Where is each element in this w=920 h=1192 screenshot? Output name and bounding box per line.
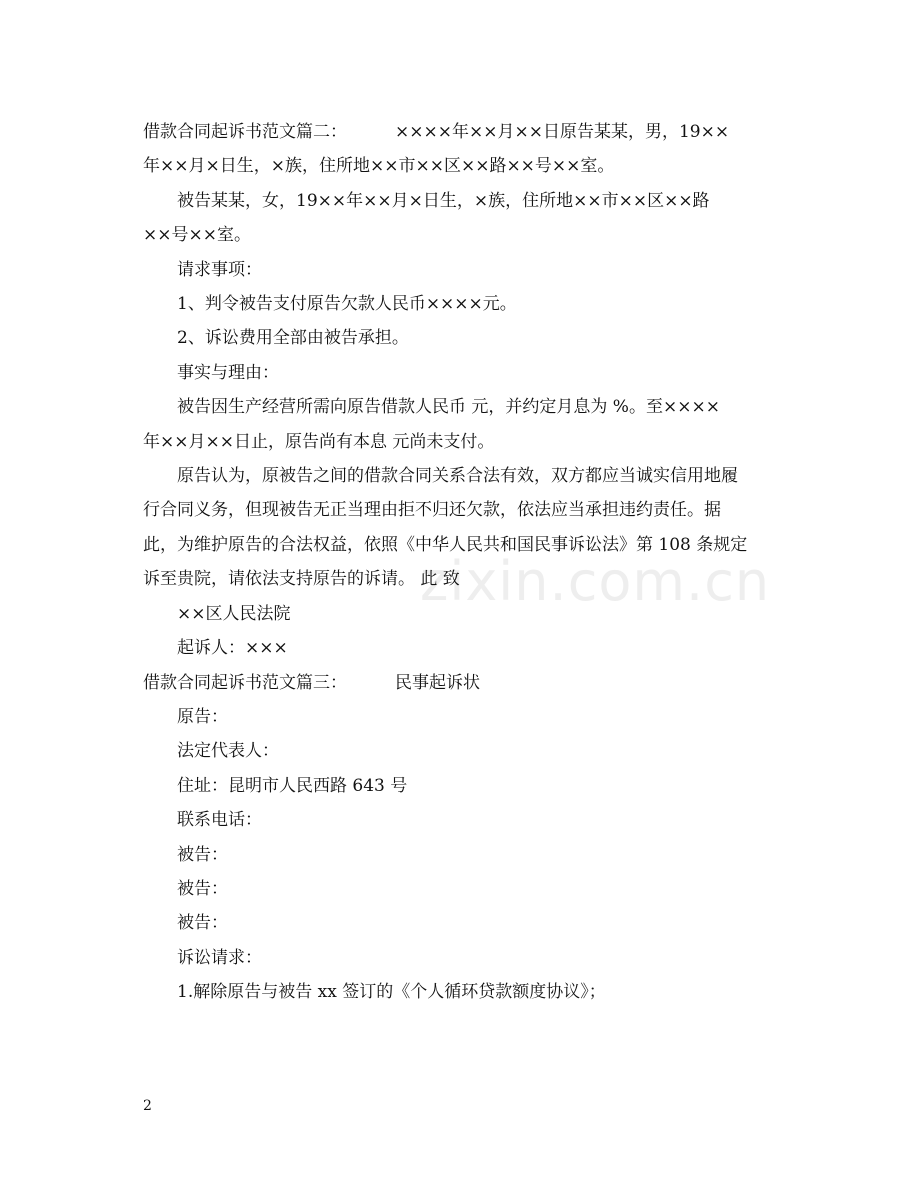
page-number: 2 [143,1098,152,1114]
paragraph-line: 1、判令被告支付原告欠款人民币××××元。 [177,294,517,315]
paragraph-line: 住址：昆明市人民西路 643 号 [177,775,408,796]
paragraph-line: ××区人民法院 [177,603,291,624]
paragraph-line [143,115,783,149]
paragraph-line: 被告因生产经营所需向原告借款人民币 元，并约定月息为 %。至×××× [177,397,720,418]
paragraph-line: 被告： [177,878,228,899]
paragraph-line: 法定代表人： [177,741,279,762]
paragraph-line [143,666,783,700]
paragraph-line: 此，为维护原告的合法权益，依照《中华人民共和国民事诉讼法》第 108 条规定 [143,534,748,555]
paragraph-line: 被告某某，女，19××年××月×日生，×族，住所地××市××区××路 [177,190,710,211]
paragraph-line: 原告认为，原被告之间的借款合同关系合法有效，双方都应当诚实信用地履 [177,466,738,487]
paragraph-line: 诉至贵院，请依法支持原告的诉请。 此 致 [143,569,460,590]
paragraph-line: 年××月××日止，原告尚有本息 元尚未支付。 [143,431,495,452]
paragraph-line: 起诉人：××× [177,638,288,659]
paragraph-line: 行合同义务，但现被告无正当理由拒不归还欠款，依法应当承担违约责任。据 [143,500,721,521]
complaint-title: 民事起诉状 [395,672,480,693]
paragraph-line: ××号××室。 [143,225,251,246]
paragraph-line: 1.解除原告与被告 xx 签订的《个人循环贷款额度协议》； [177,982,606,1003]
paragraph-line: 事实与理由： [177,362,279,383]
document-body [143,115,783,1010]
section-heading-3: 借款合同起诉书范文篇三： [143,672,347,693]
plaintiff-info: ××××年××月××日原告某某，男，19×× [395,122,730,142]
paragraph-line: 原告： [177,706,228,727]
paragraph-line: 联系电话： [177,810,262,831]
watermark: zixin.com.cn [420,550,771,613]
paragraph-line: 被告： [177,913,228,934]
paragraph-line: 2、诉讼费用全部由被告承担。 [177,328,409,349]
paragraph-line: 年××月×日生，×族，住所地××市××区××路××号××室。 [143,156,615,177]
paragraph-line: 诉讼请求： [177,947,262,968]
paragraph-line: 请求事项： [177,259,262,280]
section-heading-2: 借款合同起诉书范文篇二： [143,122,347,142]
paragraph-line: 被告： [177,844,228,865]
